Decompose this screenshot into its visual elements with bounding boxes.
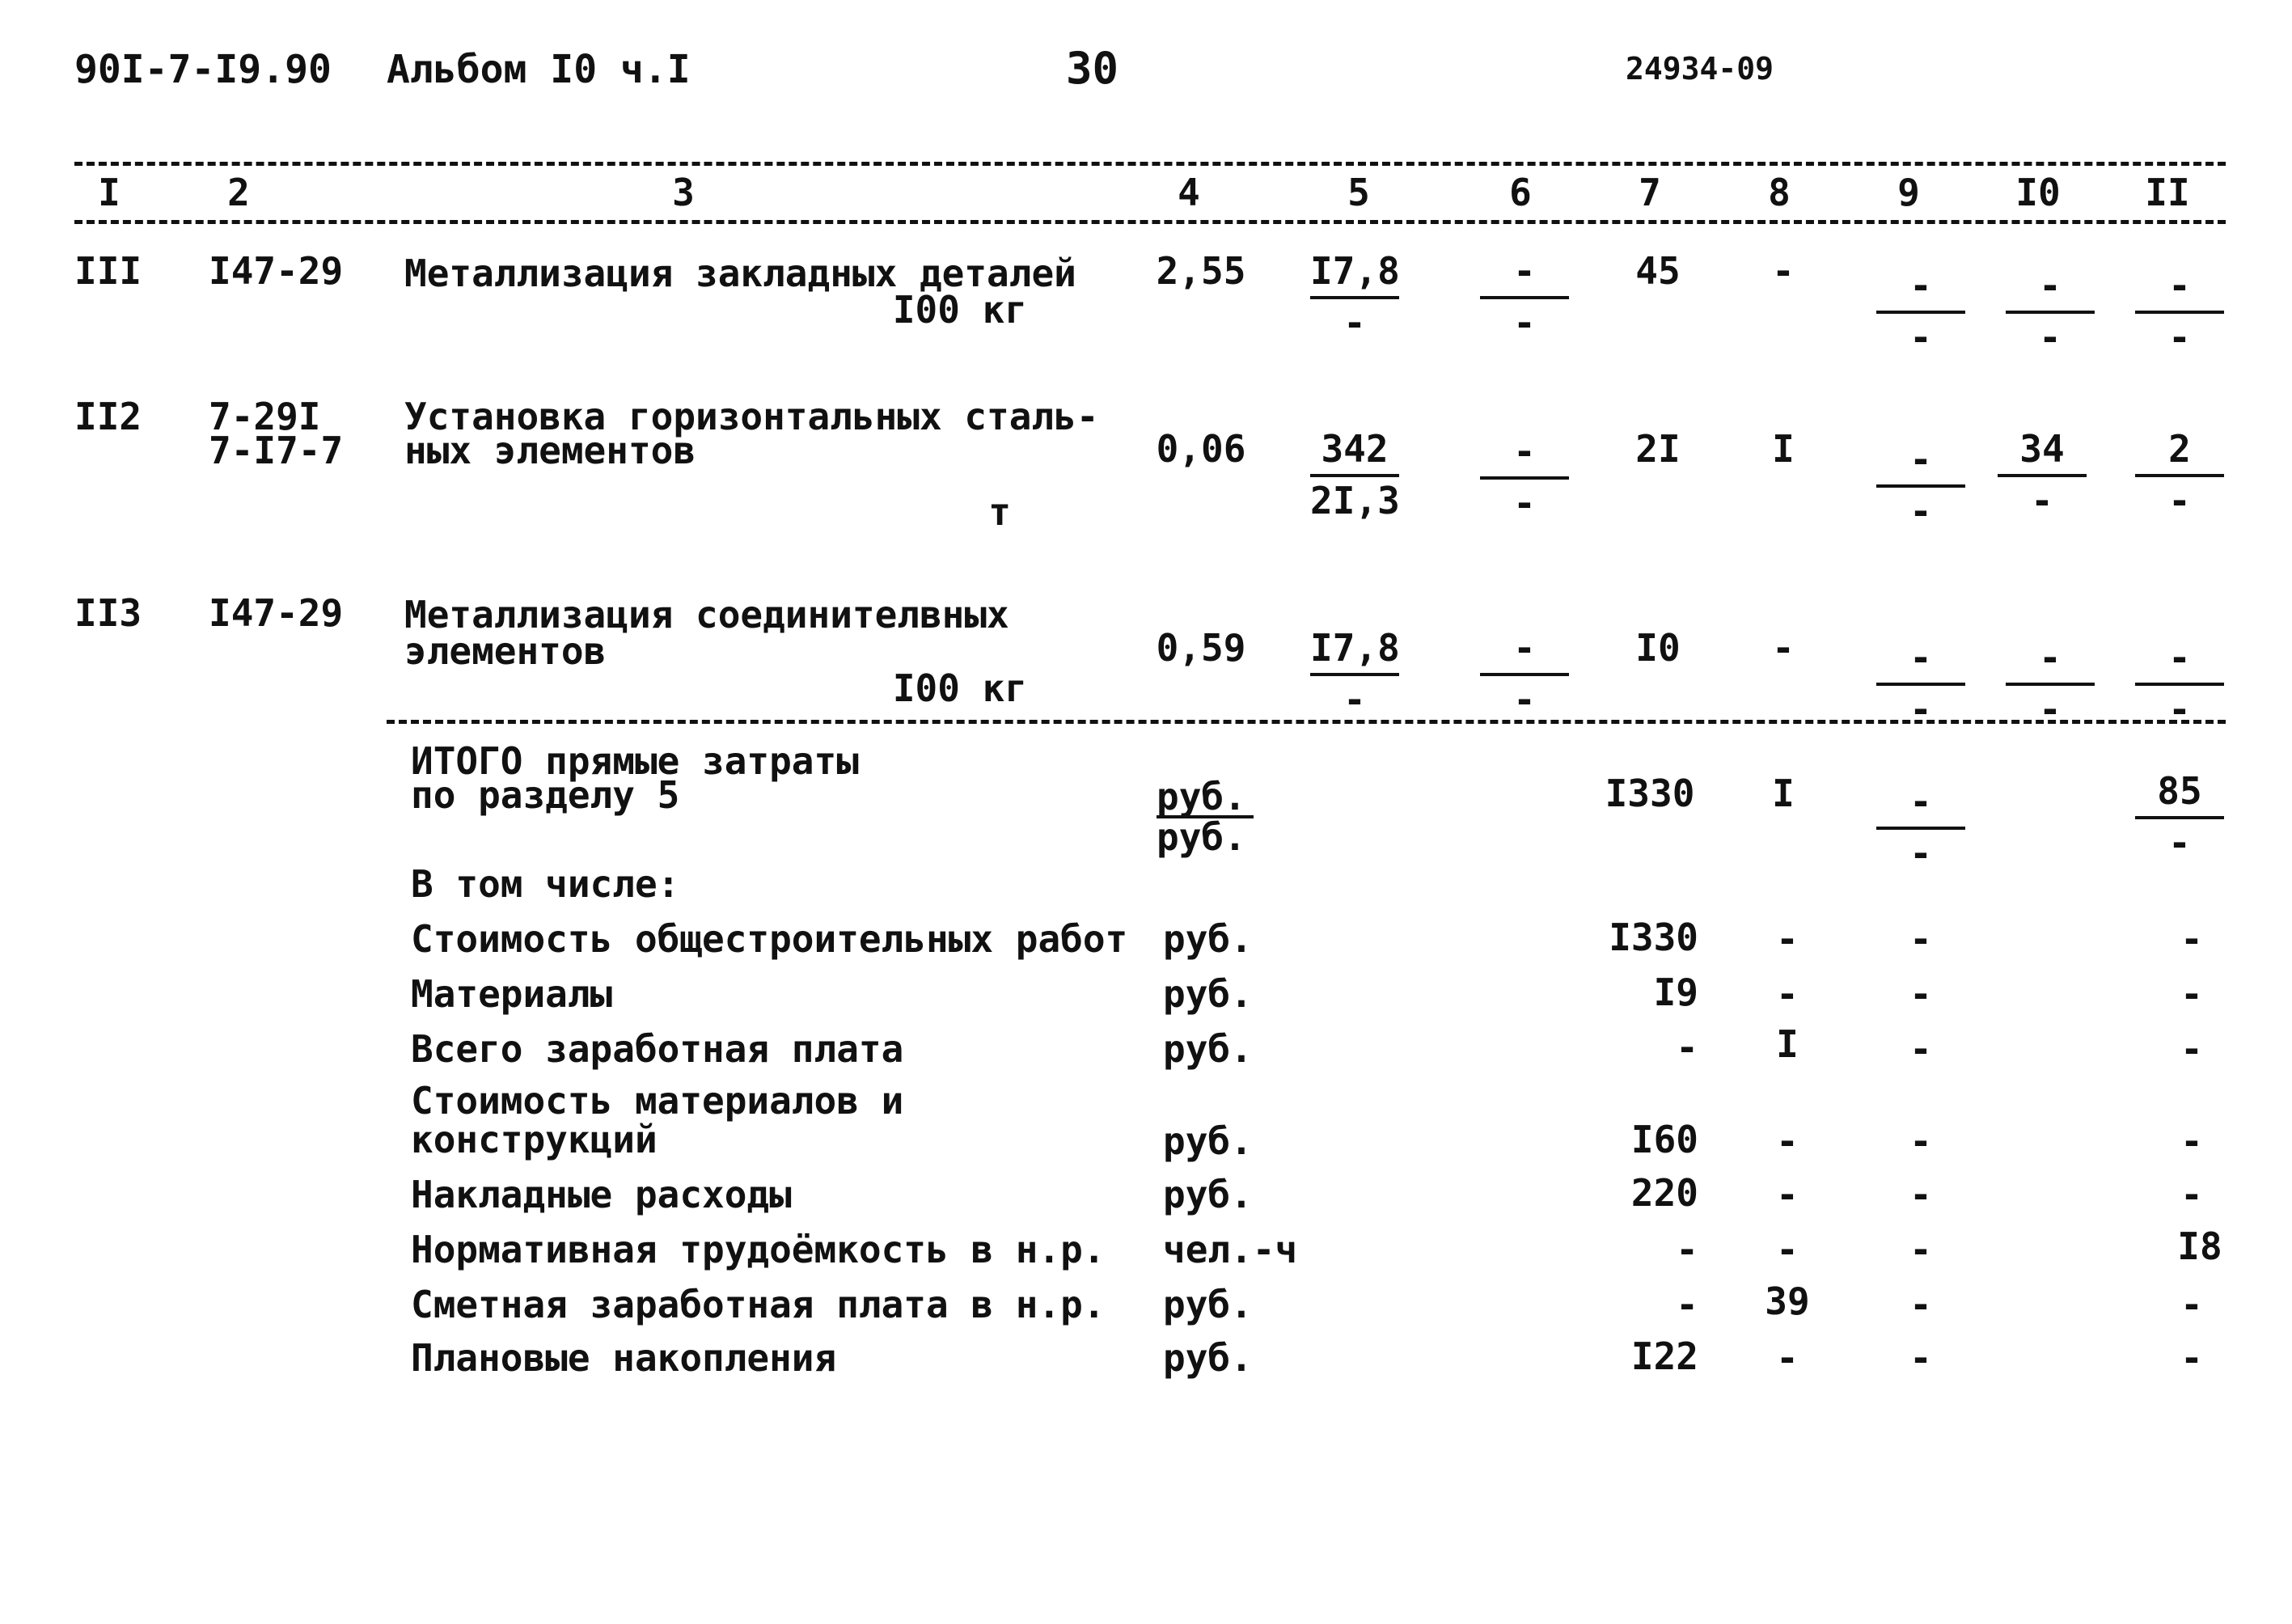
breakdown-col11: - bbox=[2180, 917, 2203, 961]
fraction-denominator: - bbox=[1909, 687, 1932, 731]
breakdown-col9: - bbox=[1909, 1228, 1932, 1271]
page-number: 30 bbox=[1066, 43, 1119, 94]
total-unit-fraction bbox=[1157, 775, 1254, 859]
breakdown-col11: I8 bbox=[2177, 1224, 2222, 1268]
breakdown-col11: - bbox=[2180, 1027, 2203, 1071]
breakdown-label: Нормативная трудоёмкость в н.р. bbox=[411, 1228, 1106, 1271]
col9-fraction bbox=[1876, 264, 1965, 359]
fraction-denominator: руб. bbox=[1157, 815, 1246, 859]
total-cost: I0 bbox=[1635, 626, 1681, 670]
breakdown-col9: - bbox=[1909, 1336, 1932, 1380]
breakdown-col8: 39 bbox=[1765, 1279, 1810, 1323]
col6-fraction bbox=[1480, 626, 1569, 721]
breakdown-col8: - bbox=[1776, 1119, 1799, 1163]
fraction-numerator: - bbox=[1480, 629, 1569, 676]
col-header-9: 9 bbox=[1897, 171, 1920, 214]
fraction-numerator: I7,8 bbox=[1310, 629, 1399, 676]
unit: I00 кг bbox=[892, 666, 1027, 710]
col10-fraction bbox=[2006, 264, 2095, 359]
work-name: Установка горизонтальных сталь- bbox=[404, 395, 1099, 438]
col9-fraction bbox=[1876, 636, 1965, 731]
total-cost: 45 bbox=[1635, 249, 1681, 293]
unit-cost-fraction bbox=[1310, 249, 1400, 345]
fraction-denominator: 2I,3 bbox=[1310, 479, 1400, 522]
fraction-numerator: - bbox=[1876, 639, 1965, 686]
col11-fraction bbox=[2135, 264, 2224, 359]
breakdown-col8: I bbox=[1776, 1022, 1799, 1066]
total-cost: 2I bbox=[1635, 427, 1681, 471]
fraction-numerator: руб. bbox=[1157, 778, 1254, 818]
fraction-numerator: - bbox=[2006, 267, 2095, 314]
breakdown-col9: - bbox=[1909, 1119, 1932, 1163]
col6-fraction bbox=[1480, 429, 1569, 525]
breakdown-col9: - bbox=[1909, 1173, 1932, 1216]
breakdown-unit: руб. bbox=[1163, 1283, 1253, 1326]
row-number: III bbox=[74, 249, 142, 293]
breakdown-col7: - bbox=[1676, 1026, 1698, 1069]
col11-fraction bbox=[2135, 769, 2224, 865]
col-header-5: 5 bbox=[1347, 171, 1370, 214]
breakdown-unit: чел.-ч bbox=[1163, 1228, 1298, 1271]
breakdown-col11: - bbox=[2180, 1283, 2203, 1326]
fraction-denominator: - bbox=[2168, 821, 2191, 865]
col9-fraction bbox=[1876, 780, 1965, 875]
breakdown-col9: - bbox=[1909, 1027, 1932, 1071]
breakdown-col7: I9 bbox=[1653, 971, 1698, 1014]
fraction-numerator: - bbox=[1876, 267, 1965, 314]
breakdown-col7: 220 bbox=[1630, 1171, 1698, 1215]
col8-value: I bbox=[1772, 772, 1795, 815]
work-name: Металлизация закладных деталей bbox=[404, 252, 1076, 295]
breakdown-col9: - bbox=[1909, 917, 1932, 961]
breakdown-label: Материалы bbox=[411, 972, 613, 1016]
col-header-2: 2 bbox=[227, 171, 250, 214]
col10-fraction bbox=[1998, 427, 2087, 522]
breakdown-unit: руб. bbox=[1163, 1119, 1253, 1163]
breakdown-col11: - bbox=[2180, 972, 2203, 1016]
breakdown-unit: руб. bbox=[1163, 1027, 1253, 1071]
col8-value: - bbox=[1772, 249, 1795, 293]
breakdown-unit: руб. bbox=[1163, 972, 1253, 1016]
fraction-denominator: - bbox=[1909, 315, 1932, 359]
unit: т bbox=[988, 490, 1011, 534]
quantity: 2,55 bbox=[1156, 249, 1246, 293]
breakdown-col8: - bbox=[1776, 1228, 1799, 1271]
fraction-denominator: - bbox=[1343, 678, 1366, 721]
col8-value: - bbox=[1772, 626, 1795, 670]
fraction-denominator: - bbox=[2031, 479, 2053, 522]
unit-cost-fraction bbox=[1310, 626, 1400, 721]
breakdown-col8: - bbox=[1776, 1173, 1799, 1216]
col-header-7: 7 bbox=[1639, 171, 1661, 214]
breakdown-label: Сметная заработная плата в н.р. bbox=[411, 1283, 1106, 1326]
work-name: элементов bbox=[404, 629, 607, 673]
breakdown-col7: I22 bbox=[1630, 1334, 1698, 1378]
fraction-denominator: - bbox=[1909, 489, 1932, 533]
fraction-denominator: - bbox=[2168, 479, 2191, 522]
fraction-numerator: - bbox=[2006, 639, 2095, 686]
breakdown-unit: руб. bbox=[1163, 917, 1253, 961]
breakdown-label: Стоимость общестроительных работ bbox=[411, 917, 1128, 961]
fraction-denominator: - bbox=[1909, 831, 1932, 875]
col-header-8: 8 bbox=[1768, 171, 1791, 214]
row-number: II2 bbox=[74, 395, 142, 438]
breakdown-unit: руб. bbox=[1163, 1336, 1253, 1380]
fraction-denominator: - bbox=[1513, 301, 1536, 345]
fraction-denominator: - bbox=[2168, 687, 2191, 731]
fraction-numerator: 85 bbox=[2135, 772, 2224, 819]
fraction-numerator: 34 bbox=[1998, 430, 2087, 477]
quantity: 0,59 bbox=[1156, 626, 1246, 670]
fraction-denominator: - bbox=[2039, 687, 2062, 731]
col6-fraction bbox=[1480, 249, 1569, 345]
col11-fraction bbox=[2135, 427, 2224, 522]
document-code: 90I-7-I9.90 bbox=[74, 47, 332, 92]
breakdown-label: Плановые накопления bbox=[411, 1336, 837, 1380]
quantity: 0,06 bbox=[1156, 427, 1246, 471]
breakdown-col7: I330 bbox=[1609, 916, 1698, 959]
breakdown-col9: - bbox=[1909, 972, 1932, 1016]
fraction-denominator: - bbox=[1343, 301, 1366, 345]
fraction-numerator: 2 bbox=[2135, 430, 2224, 477]
unit-cost-fraction bbox=[1310, 427, 1400, 522]
fraction-numerator: 342 bbox=[1310, 430, 1399, 477]
header-top-rule bbox=[74, 162, 2226, 166]
col-header-1: I bbox=[98, 171, 121, 214]
col11-fraction bbox=[2135, 636, 2224, 731]
including-label: В том числе: bbox=[411, 862, 680, 906]
breakdown-label: конструкций bbox=[411, 1118, 658, 1161]
col-header-3: 3 bbox=[672, 171, 695, 214]
breakdown-col7: - bbox=[1676, 1283, 1698, 1326]
fraction-numerator: - bbox=[2135, 639, 2224, 686]
breakdown-col8: - bbox=[1776, 1336, 1799, 1380]
breakdown-col8: - bbox=[1776, 972, 1799, 1016]
fraction-numerator: - bbox=[1876, 441, 1965, 488]
breakdown-col8: - bbox=[1776, 917, 1799, 961]
fraction-numerator: - bbox=[1480, 252, 1569, 299]
col-header-11: II bbox=[2145, 171, 2190, 214]
total-cost: I330 bbox=[1605, 772, 1695, 815]
unit: I00 кг bbox=[892, 288, 1027, 332]
row-number: II3 bbox=[74, 591, 142, 635]
breakdown-col11: - bbox=[2180, 1173, 2203, 1216]
fraction-numerator: I7,8 bbox=[1310, 252, 1399, 299]
album-label: Альбом I0 ч.I bbox=[387, 47, 691, 92]
col10-fraction bbox=[2006, 636, 2095, 731]
breakdown-col7: I60 bbox=[1630, 1118, 1698, 1161]
breakdown-col7: - bbox=[1676, 1228, 1698, 1271]
col-header-6: 6 bbox=[1509, 171, 1532, 214]
col-header-10: I0 bbox=[2015, 171, 2061, 214]
breakdown-unit: руб. bbox=[1163, 1173, 1253, 1216]
fraction-denominator: - bbox=[1513, 481, 1536, 525]
work-name: Металлизация соединителвных bbox=[404, 593, 1009, 636]
norm-code: I47-29 bbox=[209, 591, 344, 635]
col9-fraction bbox=[1876, 438, 1965, 533]
total-label: по разделу 5 bbox=[411, 773, 680, 817]
fraction-denominator: - bbox=[1513, 678, 1536, 721]
total-label: ИТОГО прямые затраты bbox=[411, 739, 859, 783]
section-total-rule bbox=[387, 720, 2226, 724]
fraction-denominator: - bbox=[2168, 315, 2191, 359]
col-header-4: 4 bbox=[1178, 171, 1200, 214]
breakdown-col11: - bbox=[2180, 1119, 2203, 1163]
norm-code: 7-I7-7 bbox=[209, 429, 344, 472]
breakdown-col11: - bbox=[2180, 1336, 2203, 1380]
col8-value: I bbox=[1772, 427, 1795, 471]
breakdown-label: Всего заработная плата bbox=[411, 1027, 904, 1071]
norm-code: I47-29 bbox=[209, 249, 344, 293]
breakdown-label: Стоимость материалов и bbox=[411, 1079, 904, 1123]
fraction-numerator: - bbox=[1480, 433, 1569, 480]
work-name: ных элементов bbox=[404, 429, 696, 472]
norm-code: 7-29I bbox=[209, 395, 321, 438]
breakdown-col9: - bbox=[1909, 1283, 1932, 1326]
fraction-denominator: - bbox=[2039, 315, 2062, 359]
breakdown-label: Накладные расходы bbox=[411, 1173, 792, 1216]
inventory-number: 24934-09 bbox=[1626, 51, 1774, 87]
header-bottom-rule bbox=[74, 220, 2226, 224]
fraction-numerator: - bbox=[1876, 783, 1965, 830]
fraction-numerator: - bbox=[2135, 267, 2224, 314]
